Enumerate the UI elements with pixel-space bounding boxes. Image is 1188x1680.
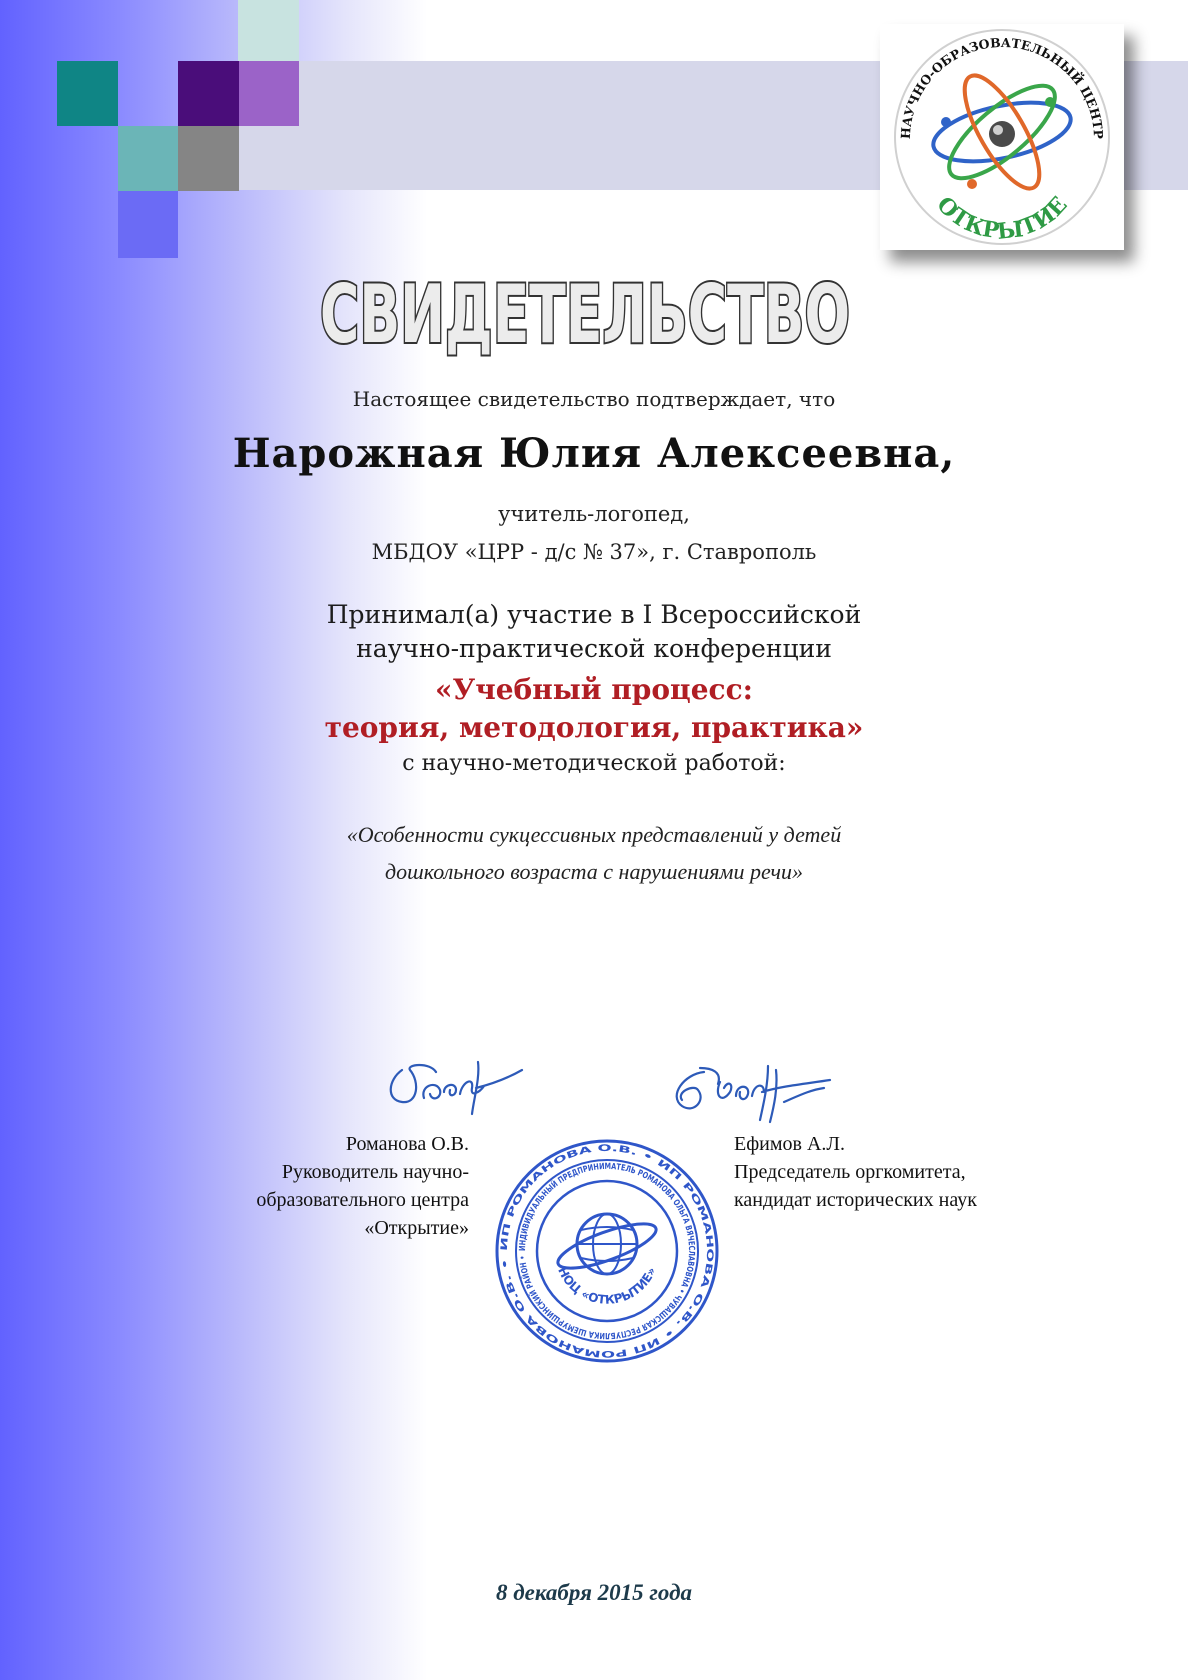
right-signatory (734, 1130, 977, 1214)
left-signatory-name: Романова О.В. (345, 1133, 469, 1155)
stamp-outer-text: ИП РОМАНОВА О.В. • ИП РОМАНОВА О.В. • ИП РОМАНОВА О.В. • (499, 1143, 715, 1359)
right-signatory-role-2: кандидат исторических наук (734, 1189, 977, 1211)
logo-top-text: НАУЧНО-ОБРАЗОВАТЕЛЬНЫЙ ЦЕНТР (897, 34, 1107, 140)
intro-text: Настоящее свидетельство подтверждает, что (352, 387, 836, 411)
decor-square-teal (57, 61, 118, 126)
conference-title-line-2: теория, методология, практика» (324, 711, 864, 744)
decor-square-purple (178, 61, 239, 126)
official-stamp (492, 1136, 722, 1366)
globe-icon (553, 1214, 660, 1277)
stamp-center-text: НОЦ «ОТКРЫТИЕ» (555, 1264, 659, 1307)
decor-square-mint (238, 0, 299, 61)
left-signatory (256, 1130, 469, 1242)
left-signatory-role-3: «Открытие» (364, 1217, 469, 1239)
svg-text:НОЦ «ОТКРЫТИЕ» (555, 1265, 659, 1307)
issue-date: 8 декабря 2015 года (495, 1580, 693, 1605)
decor-square-blue (118, 191, 178, 258)
conference-title-line-1: «Учебный процесс: (435, 673, 753, 706)
svg-text:ИНДИВИДУАЛЬНЫЙ ПРЕДПРИНИМАТЕЛЬ (518, 1162, 696, 1340)
left-signature (380, 1058, 530, 1118)
logo (880, 24, 1124, 250)
recipient-institution: МБДОУ «ЦРР - д/с № 37», г. Ставрополь (371, 540, 817, 564)
participation-line-1: Принимал(а) участие в I Всероссийской (326, 600, 862, 629)
decor-square-lavender (239, 61, 299, 126)
logo-bottom-text: ОТКРЫТИЕ (931, 191, 1073, 245)
stamp-ring-text: ИНДИВИДУАЛЬНЫЙ ПРЕДПРИНИМАТЕЛЬ РОМАНОВА ОЛЬГА ВЯЧЕСЛАВОВНА • ЧУВАШСКАЯ РЕСПУБЛИКА ШЕМУРШИНСКИЙ РАЙОН • (517, 1161, 697, 1341)
decor-square-gray (178, 126, 239, 191)
right-signature (664, 1062, 839, 1126)
participation-line-2: научно-практической конференции (356, 634, 832, 663)
work-intro: с научно-методической работой: (402, 751, 786, 776)
work-title-line-2: дошкольного возраста с нарушениями речи» (385, 859, 803, 884)
decor-square-lightteal (118, 126, 178, 191)
atom-icon (880, 24, 1124, 250)
right-signatory-role-1: Председатель оргкомитета, (734, 1161, 966, 1183)
left-signatory-role-2: образовательного центра (256, 1189, 469, 1211)
work-title-line-1: «Особенности сукцессивных представлений у детей (346, 822, 842, 847)
certificate-title-text: СВИДЕТЕЛЬСТВО (320, 268, 850, 361)
right-signatory-name: Ефимов А.Л. (734, 1133, 845, 1155)
svg-text:ИП РОМАНОВА О.В. • ИП РОМАНОВА (500, 1144, 714, 1358)
recipient-name: Нарожная Юлия Алексеевна, (232, 430, 956, 477)
certificate-title (300, 262, 870, 384)
recipient-position: учитель-логопед, (498, 502, 690, 526)
left-signatory-role-1: Руководитель научно- (281, 1161, 469, 1183)
